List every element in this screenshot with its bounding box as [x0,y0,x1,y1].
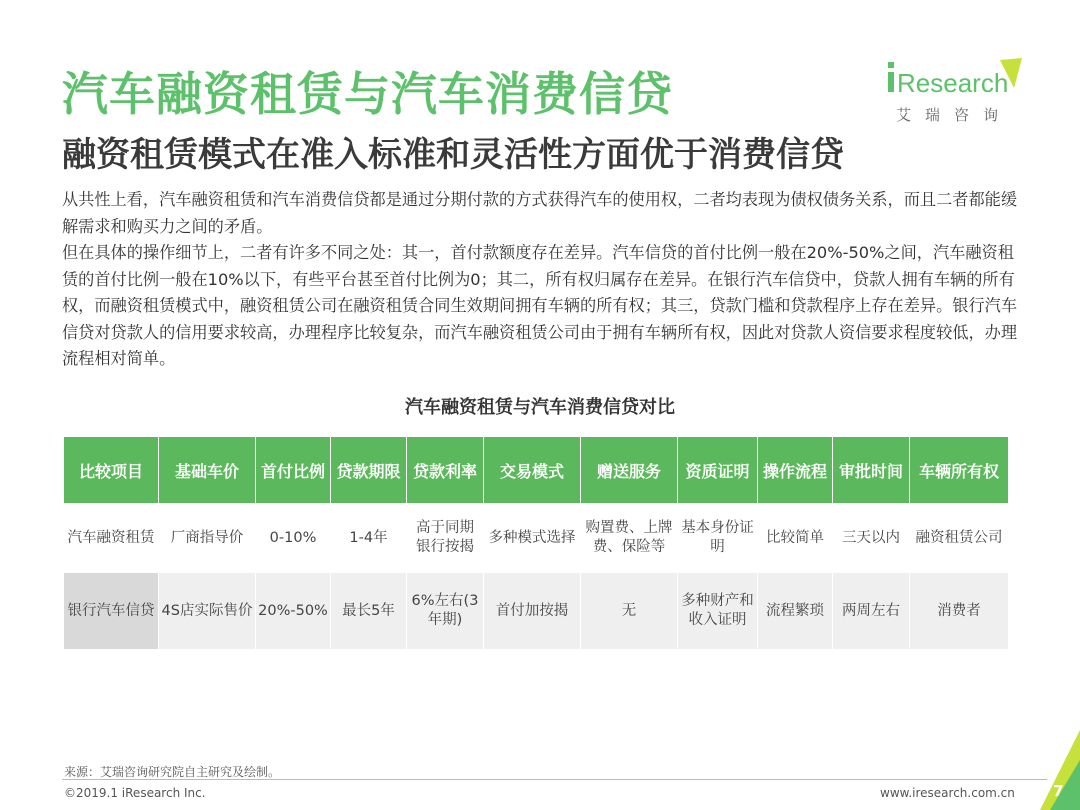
body-text [62,187,1027,373]
table-cell: 20%-50% [256,573,331,649]
column-header: 赠送服务 [581,437,678,503]
table-title: 汽车融资租赁与汽车消费信贷对比 [405,397,675,418]
column-header: 比较项目 [64,437,159,503]
svg-text:Research: Research [897,68,1009,98]
logo-chinese-name: 艾瑞咨询 [896,106,1013,124]
table-cell: 流程繁琐 [758,573,833,649]
page-number: 7 [1053,782,1064,800]
column-header: 车辆所有权 [910,437,1009,503]
column-header: 基础车价 [159,437,256,503]
table-cell: 无 [581,573,678,649]
page-subtitle: 融资租赁模式在准入标准和灵活性方面优于消费信贷 [62,135,844,175]
table-cell: 购置费、上牌费、保险等 [581,503,678,573]
table-header-row [64,437,1009,503]
table-cell: 厂商指导价 [159,503,256,573]
table-cell: 多种模式选择 [484,503,581,573]
table-cell: 高于同期银行按揭 [407,503,484,573]
table-cell: 银行汽车信贷 [64,573,159,649]
source-note: 来源：艾瑞咨询研究院自主研究及绘制。 [64,765,281,779]
table-cell: 融资租赁公司 [910,503,1009,573]
body-paragraph: 从共性上看，汽车融资租赁和汽车消费信贷都是通过分期付款的方式获得汽车的使用权，二者均表现为债权债务关系，而且二者都能缓解需求和购买力之间的矛盾。 [62,190,1018,236]
column-header: 资质证明 [678,437,758,503]
table-cell: 基本身份证明 [678,503,758,573]
table-cell: 首付加按揭 [484,573,581,649]
table-cell: 多种财产和收入证明 [678,573,758,649]
website-url: www.iresearch.com.cn [880,786,1015,800]
table-row [64,503,1009,573]
table-cell: 最长5年 [331,573,407,649]
table-cell: 1-4年 [331,503,407,573]
table-cell: 0-10% [256,503,331,573]
table-row [64,573,1009,649]
iresearch-logo [882,58,1032,128]
comparison-table [64,437,1009,649]
copyright-text: ©2019.1 iResearch Inc. [64,786,206,800]
table-cell: 比较简单 [758,503,833,573]
column-header: 交易模式 [484,437,581,503]
footer-divider [62,779,1047,780]
column-header: 操作流程 [758,437,833,503]
table-cell: 三天以内 [833,503,910,573]
iresearch-logo-mark [882,58,1022,100]
page-title: 汽车融资租赁与汽车消费信贷 [62,67,673,121]
table-cell: 消费者 [910,573,1009,649]
table-cell: 两周左右 [833,573,910,649]
table-cell: 汽车融资租赁 [64,503,159,573]
column-header: 审批时间 [833,437,910,503]
column-header: 首付比例 [256,437,331,503]
table-cell: 4S店实际售价 [159,573,256,649]
column-header: 贷款期限 [331,437,407,503]
body-paragraph: 但在具体的操作细节上，二者有许多不同之处：其一，首付款额度存在差异。汽车信贷的首付比例一般在20%-50%之间，汽车融资租赁的首付比例一般在10%以下，有些平台甚至首付比例为0；其二，所有权归属存在差异。在银行汽车信贷中，贷款人拥有车辆的所有权，而融资租赁模式中，融资租赁公司在融资租赁合同生效期间拥有车辆的所有权；其三，贷款门槛和贷款程序上存在差异。银行汽车信贷对贷款人的信用要求较高，办理程序比较复杂，而汽车融资租赁公司由于拥有车辆所有权，因此对贷款人资信要求程度较低，办理流程相对简单。 [62,243,1018,368]
table-cell: 6%左右(3年期) [407,573,484,649]
column-header: 贷款利率 [407,437,484,503]
